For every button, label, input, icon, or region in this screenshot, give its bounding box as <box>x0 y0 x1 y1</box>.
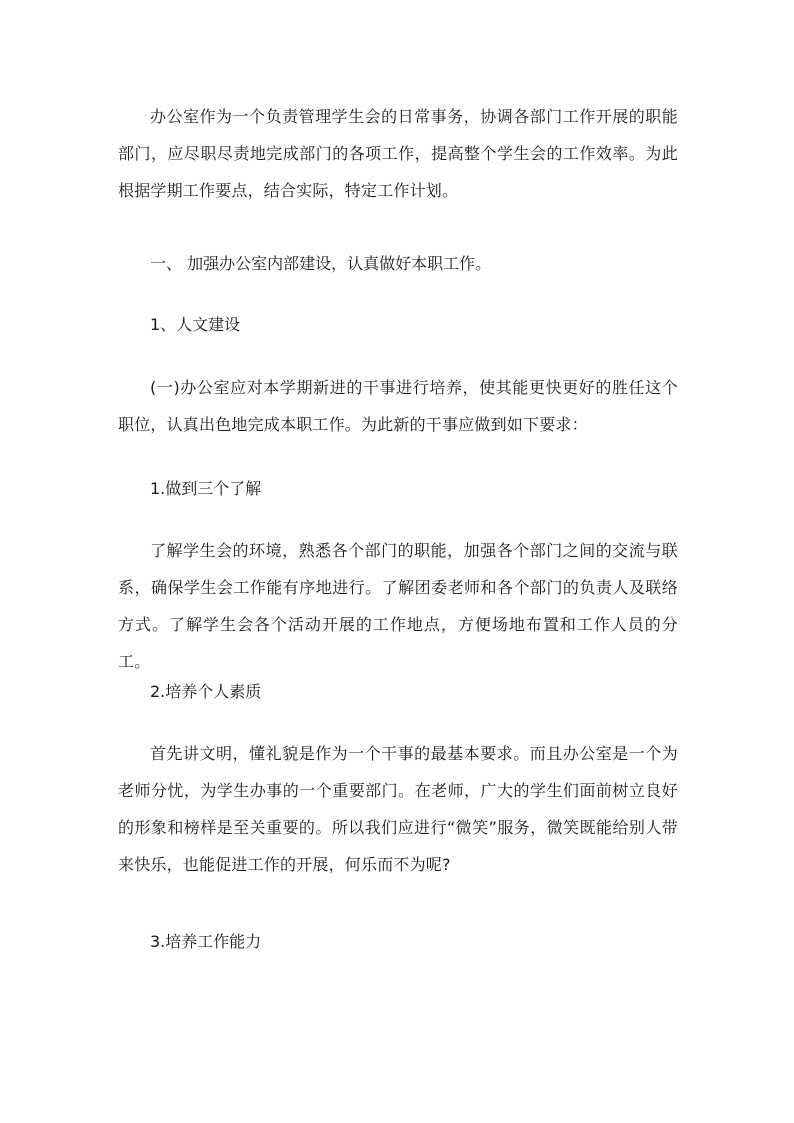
item-heading-1: 1.做到三个了解 <box>150 479 262 498</box>
subsection-heading-1: 1、人文建设 <box>150 315 241 334</box>
intro-paragraph: 办公室作为一个负责管理学生会的日常事务，协调各部门工作开展的职能部门，应尽职尽责地完成部门的各项工作，提高整个学生会的工作效率。为此根据学期工作要点，结合实际，特定工作计划。 <box>118 107 678 200</box>
section-heading-1: 一、 加强办公室内部建设，认真做好本职工作。 <box>150 254 492 273</box>
item-paragraph-1: 了解学生会的环境，熟悉各个部门的职能，加强各个部门之间的交流与联系，确保学生会工作能有序地进行。了解团委老师和各个部门的负责人及联络方式。了解学生会各个活动开展的工作地点，方便场地布置和工作人员的分工。 <box>118 541 678 671</box>
item-paragraph-2: 首先讲文明，懂礼貌是作为一个干事的最基本要求。而且办公室是一个为老师分忧，为学生办事的一个重要部门。在老师，广大的学生们面前树立良好的形象和榜样是至关重要的。所以我们应进行“微笑”服务，微笑既能给别人带来快乐，也能促进工作的开展，何乐而不为呢? <box>118 744 678 874</box>
item-heading-3: 3.培养工作能力 <box>150 932 262 951</box>
subsection-paragraph-1: (一)办公室应对本学期新进的干事进行培养，使其能更快更好的胜任这个职位，认真出色地完成本职工作。为此新的干事应做到如下要求： <box>118 378 678 434</box>
item-heading-2: 2.培养个人素质 <box>150 682 262 701</box>
